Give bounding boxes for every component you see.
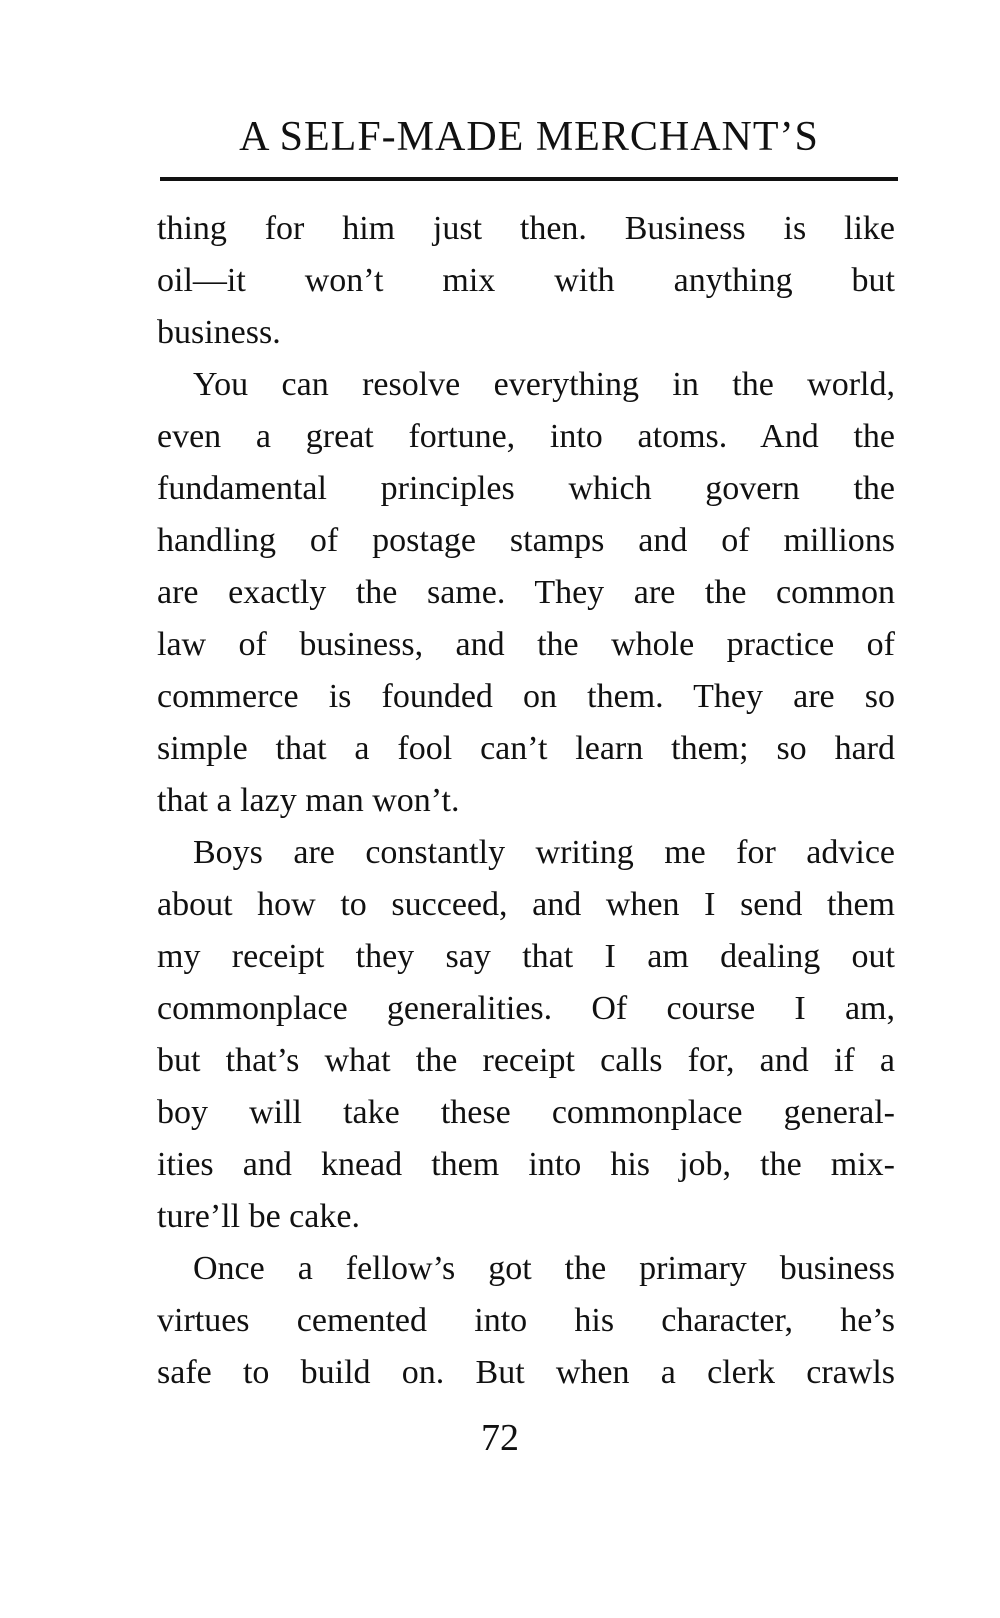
text-line: law of business, and the whole practice of [157,626,895,663]
text-line: ture’ll be cake. [157,1198,360,1235]
text-line: but that’s what the receipt calls for, and if a [157,1042,895,1079]
text-line: Once a fellow’s got the primary business [193,1250,895,1287]
text-line: safe to build on. But when a clerk crawls [157,1354,895,1391]
text-line: You can resolve everything in the world, [193,366,895,403]
text-line: boy will take these commonplace general- [157,1094,895,1131]
text-line: thing for him just then. Business is like [157,210,895,247]
text-line: handling of postage stamps and of millions [157,522,895,559]
text-line: business. [157,314,281,351]
text-line: Boys are constantly writing me for advice [193,834,895,871]
text-line: oil—it won’t mix with anything but [157,262,895,299]
running-head: A SELF-MADE MERCHANT’S [239,114,819,160]
text-line: virtues cemented into his character, he’s [157,1302,895,1339]
text-line: are exactly the same. They are the common [157,574,895,611]
text-line: fundamental principles which govern the [157,470,895,507]
header-rule [160,177,898,181]
text-line: commonplace generalities. Of course I am, [157,990,895,1027]
text-line: my receipt they say that I am dealing out [157,938,895,975]
text-line: even a great fortune, into atoms. And the [157,418,895,455]
text-line: commerce is founded on them. They are so [157,678,895,715]
text-line: ities and knead them into his job, the mix- [157,1146,895,1183]
text-line: about how to succeed, and when I send them [157,886,895,923]
text-line: that a lazy man won’t. [157,782,460,819]
text-line: simple that a fool can’t learn them; so hard [157,730,895,767]
page-number: 72 [481,1417,519,1459]
body-text [157,203,895,1399]
